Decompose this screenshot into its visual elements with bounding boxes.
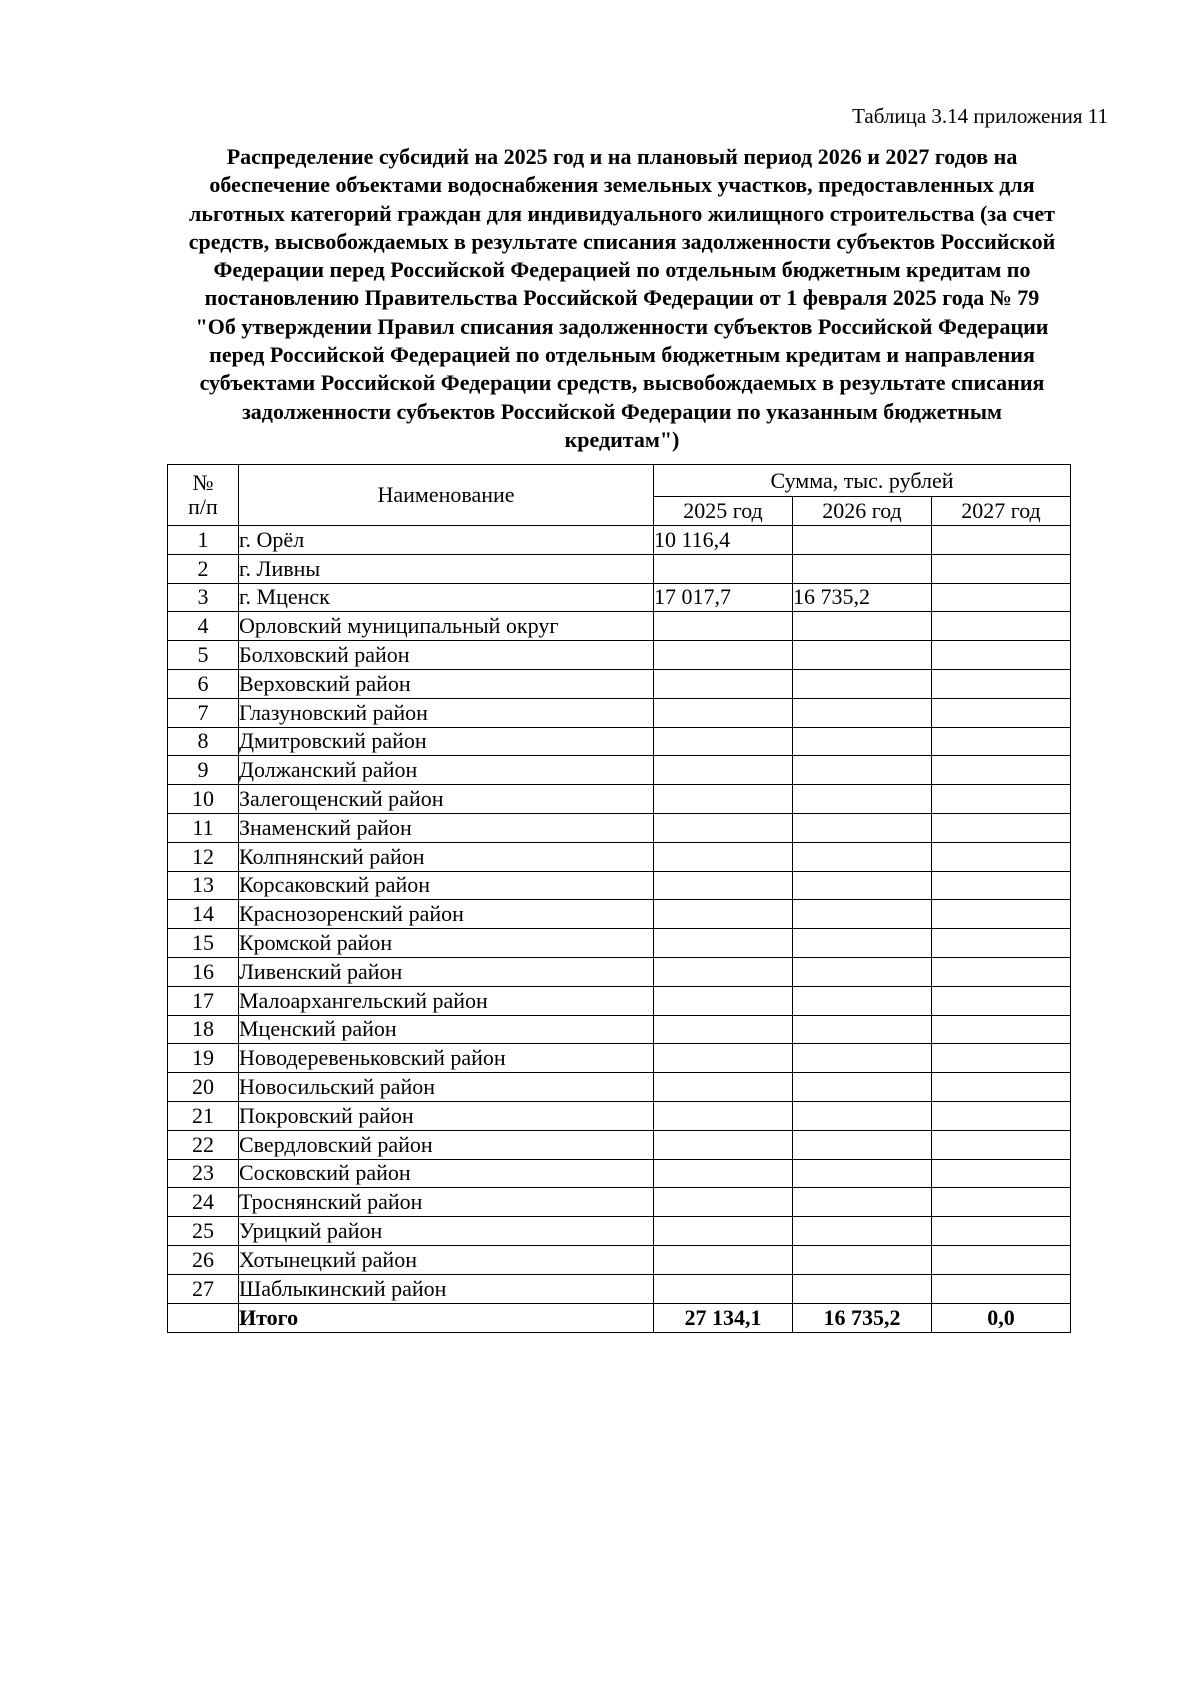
row-name: Новосильский район [239, 1073, 654, 1102]
row-value-2026 [793, 1073, 932, 1102]
header-number-label: п/п [188, 494, 218, 519]
row-name: Покровский район [239, 1101, 654, 1130]
row-value-2027 [932, 813, 1071, 842]
row-value-2025 [654, 785, 793, 814]
header-year-2027: 2027 год [932, 497, 1071, 526]
row-name: Корсаковский район [239, 871, 654, 900]
row-number: 15 [168, 929, 239, 958]
table-row [168, 583, 1071, 612]
title-line: Распределение субсидий на 2025 год и на плановый период 2026 и 2027 годов на [226, 144, 1018, 169]
row-value-2026 [793, 1159, 932, 1188]
table-row [168, 1130, 1071, 1159]
row-value-2026 [793, 986, 932, 1015]
row-name: Сосковский район [239, 1159, 654, 1188]
row-name: Троснянский район [239, 1188, 654, 1217]
row-number: 7 [168, 698, 239, 727]
row-number: 1 [168, 526, 239, 555]
row-value-2025 [654, 986, 793, 1015]
row-value-2027 [932, 1101, 1071, 1130]
table-row [168, 641, 1071, 670]
row-number: 5 [168, 641, 239, 670]
row-number: 21 [168, 1101, 239, 1130]
row-value-2025 [654, 929, 793, 958]
row-value-2027 [932, 1188, 1071, 1217]
row-name: Ливенский район [239, 957, 654, 986]
row-value-2027 [932, 698, 1071, 727]
row-number: 17 [168, 986, 239, 1015]
row-value-2025 [654, 698, 793, 727]
row-value-2026 [793, 698, 932, 727]
row-value-2025 [654, 842, 793, 871]
table-row [168, 526, 1071, 555]
row-value-2027 [932, 756, 1071, 785]
row-value-2026 [793, 929, 932, 958]
title-line: кредитам") [564, 426, 680, 452]
row-value-2027 [932, 842, 1071, 871]
row-value-2026 [793, 871, 932, 900]
row-name: Новодеревеньковский район [239, 1044, 654, 1073]
row-value-2025 [654, 1217, 793, 1246]
table-body [168, 526, 1071, 1304]
row-value-2026 [793, 1015, 932, 1044]
row-number: 11 [168, 813, 239, 842]
row-value-2026 [793, 1101, 932, 1130]
row-name: Краснозоренский район [239, 900, 654, 929]
row-value-2025 [654, 1274, 793, 1303]
row-number: 13 [168, 871, 239, 900]
row-value-2027 [932, 1217, 1071, 1246]
table-row [168, 1188, 1071, 1217]
row-value-2025 [654, 554, 793, 583]
row-number: 23 [168, 1159, 239, 1188]
row-number: 27 [168, 1274, 239, 1303]
table-row [168, 842, 1071, 871]
header-year-2025: 2025 год [654, 497, 793, 526]
total-label: Итого [239, 1303, 654, 1332]
row-value-2025 [654, 1073, 793, 1102]
row-value-2025: 17 017,7 [654, 583, 793, 612]
row-number: 8 [168, 727, 239, 756]
row-value-2025 [654, 612, 793, 641]
title-line: "Об утверждении Правил списания задолженности субъектов Российской Федерации [195, 313, 1049, 339]
table-row [168, 669, 1071, 698]
table-row [168, 785, 1071, 814]
row-name: Должанский район [239, 756, 654, 785]
row-value-2025 [654, 1245, 793, 1274]
row-number: 22 [168, 1130, 239, 1159]
title-line: субъектами Российской Федерации средств, высвобождаемых в результате списания [199, 370, 1045, 396]
title-line: обеспечение объектами водоснабжения земельных участков, предоставленных для [209, 172, 1035, 198]
table-row [168, 1217, 1071, 1246]
row-value-2027 [932, 871, 1071, 900]
row-number: 3 [168, 583, 239, 612]
row-name: Болховский район [239, 641, 654, 670]
title-line: постановлению Правительства Российской Федерации от 1 февраля 2025 года № 79 [204, 285, 1040, 311]
row-name: Знаменский район [239, 813, 654, 842]
row-value-2026 [793, 842, 932, 871]
row-value-2027 [932, 526, 1071, 555]
row-value-2025 [654, 756, 793, 785]
row-number: 20 [168, 1073, 239, 1102]
row-value-2026 [793, 1130, 932, 1159]
header-name: Наименование [239, 465, 654, 526]
header-number-sign: № [192, 470, 214, 495]
table-row [168, 554, 1071, 583]
row-value-2025 [654, 1188, 793, 1217]
row-value-2026 [793, 1044, 932, 1073]
total-2026: 16 735,2 [793, 1303, 932, 1332]
row-name: Шаблыкинский район [239, 1274, 654, 1303]
subsidy-table [167, 464, 1071, 1333]
row-value-2027 [932, 957, 1071, 986]
table-reference: Таблица 3.14 приложения 11 [852, 104, 1108, 128]
row-number: 2 [168, 554, 239, 583]
title-line: Федерации перед Российской Федерацией по отдельным бюджетным кредитам по [213, 257, 1031, 283]
row-value-2026 [793, 612, 932, 641]
row-value-2025 [654, 1101, 793, 1130]
row-name: Урицкий район [239, 1217, 654, 1246]
row-name: г. Ливны [239, 554, 654, 583]
row-name: Мценский район [239, 1015, 654, 1044]
title-line: средств, высвобождаемых в результате списания задолженности субъектов Российской [188, 228, 1056, 254]
table-row [168, 727, 1071, 756]
row-number: 10 [168, 785, 239, 814]
header-number [168, 465, 239, 526]
row-value-2025 [654, 641, 793, 670]
row-name: Орловский муниципальный округ [239, 612, 654, 641]
row-name: Хотынецкий район [239, 1245, 654, 1274]
row-value-2025 [654, 669, 793, 698]
row-value-2025 [654, 813, 793, 842]
row-value-2027 [932, 583, 1071, 612]
table-row [168, 813, 1071, 842]
row-value-2027 [932, 612, 1071, 641]
row-value-2026: 16 735,2 [793, 583, 932, 612]
table-row [168, 612, 1071, 641]
table-row [168, 1073, 1071, 1102]
row-value-2026 [793, 641, 932, 670]
row-value-2026 [793, 900, 932, 929]
row-number: 16 [168, 957, 239, 986]
row-name: г. Мценск [239, 583, 654, 612]
row-name: Залегощенский район [239, 785, 654, 814]
total-row [168, 1303, 1071, 1332]
table-row [168, 698, 1071, 727]
row-value-2027 [932, 727, 1071, 756]
row-name: Глазуновский район [239, 698, 654, 727]
row-number: 6 [168, 669, 239, 698]
table-row [168, 1015, 1071, 1044]
row-number: 12 [168, 842, 239, 871]
table-row [168, 1159, 1071, 1188]
row-value-2025: 10 116,4 [654, 526, 793, 555]
row-name: Верховский район [239, 669, 654, 698]
row-value-2027 [932, 1245, 1071, 1274]
row-value-2026 [793, 756, 932, 785]
row-value-2027 [932, 929, 1071, 958]
row-value-2025 [654, 1159, 793, 1188]
row-value-2025 [654, 727, 793, 756]
table-row [168, 957, 1071, 986]
row-value-2026 [793, 1217, 932, 1246]
row-value-2026 [793, 785, 932, 814]
table-row [168, 986, 1071, 1015]
row-number: 18 [168, 1015, 239, 1044]
row-name: Кромской район [239, 929, 654, 958]
row-number: 4 [168, 612, 239, 641]
row-value-2027 [932, 554, 1071, 583]
row-name: Свердловский район [239, 1130, 654, 1159]
row-value-2027 [932, 1015, 1071, 1044]
table-row [168, 900, 1071, 929]
row-value-2025 [654, 1130, 793, 1159]
row-value-2026 [793, 813, 932, 842]
total-2027: 0,0 [932, 1303, 1071, 1332]
row-value-2026 [793, 957, 932, 986]
total-2025: 27 134,1 [654, 1303, 793, 1332]
row-value-2025 [654, 871, 793, 900]
row-value-2027 [932, 1159, 1071, 1188]
title-line: льготных категорий граждан для индивидуального жилищного строительства (за счет [189, 200, 1055, 226]
row-name: Дмитровский район [239, 727, 654, 756]
row-value-2027 [932, 1044, 1071, 1073]
row-name: г. Орёл [239, 526, 654, 555]
document-title [132, 143, 1112, 454]
table-row [168, 1044, 1071, 1073]
row-value-2027 [932, 641, 1071, 670]
row-value-2025 [654, 1044, 793, 1073]
row-number: 19 [168, 1044, 239, 1073]
row-name: Колпнянский район [239, 842, 654, 871]
header-sum: Сумма, тыс. рублей [654, 465, 1071, 497]
table-row [168, 1245, 1071, 1274]
row-number: 25 [168, 1217, 239, 1246]
row-value-2027 [932, 1274, 1071, 1303]
table-row [168, 756, 1071, 785]
row-value-2025 [654, 900, 793, 929]
row-value-2026 [793, 526, 932, 555]
row-value-2027 [932, 669, 1071, 698]
row-value-2026 [793, 1188, 932, 1217]
row-number: 26 [168, 1245, 239, 1274]
row-value-2026 [793, 1274, 932, 1303]
row-value-2025 [654, 957, 793, 986]
header-year-2026: 2026 год [793, 497, 932, 526]
total-number-cell [168, 1303, 239, 1332]
row-number: 24 [168, 1188, 239, 1217]
table-row [168, 929, 1071, 958]
row-value-2026 [793, 1245, 932, 1274]
row-number: 14 [168, 900, 239, 929]
row-value-2027 [932, 785, 1071, 814]
row-value-2026 [793, 669, 932, 698]
table-row [168, 1274, 1071, 1303]
table-row [168, 1101, 1071, 1130]
table-row [168, 871, 1071, 900]
row-number: 9 [168, 756, 239, 785]
row-name: Малоархангельский район [239, 986, 654, 1015]
row-value-2027 [932, 900, 1071, 929]
row-value-2027 [932, 986, 1071, 1015]
row-value-2026 [793, 554, 932, 583]
row-value-2027 [932, 1130, 1071, 1159]
title-line: задолженности субъектов Российской Федерации по указанным бюджетным [241, 398, 1003, 424]
row-value-2025 [654, 1015, 793, 1044]
row-value-2026 [793, 727, 932, 756]
title-line: перед Российской Федерацией по отдельным бюджетным кредитам и направления [209, 342, 1035, 368]
row-value-2027 [932, 1073, 1071, 1102]
